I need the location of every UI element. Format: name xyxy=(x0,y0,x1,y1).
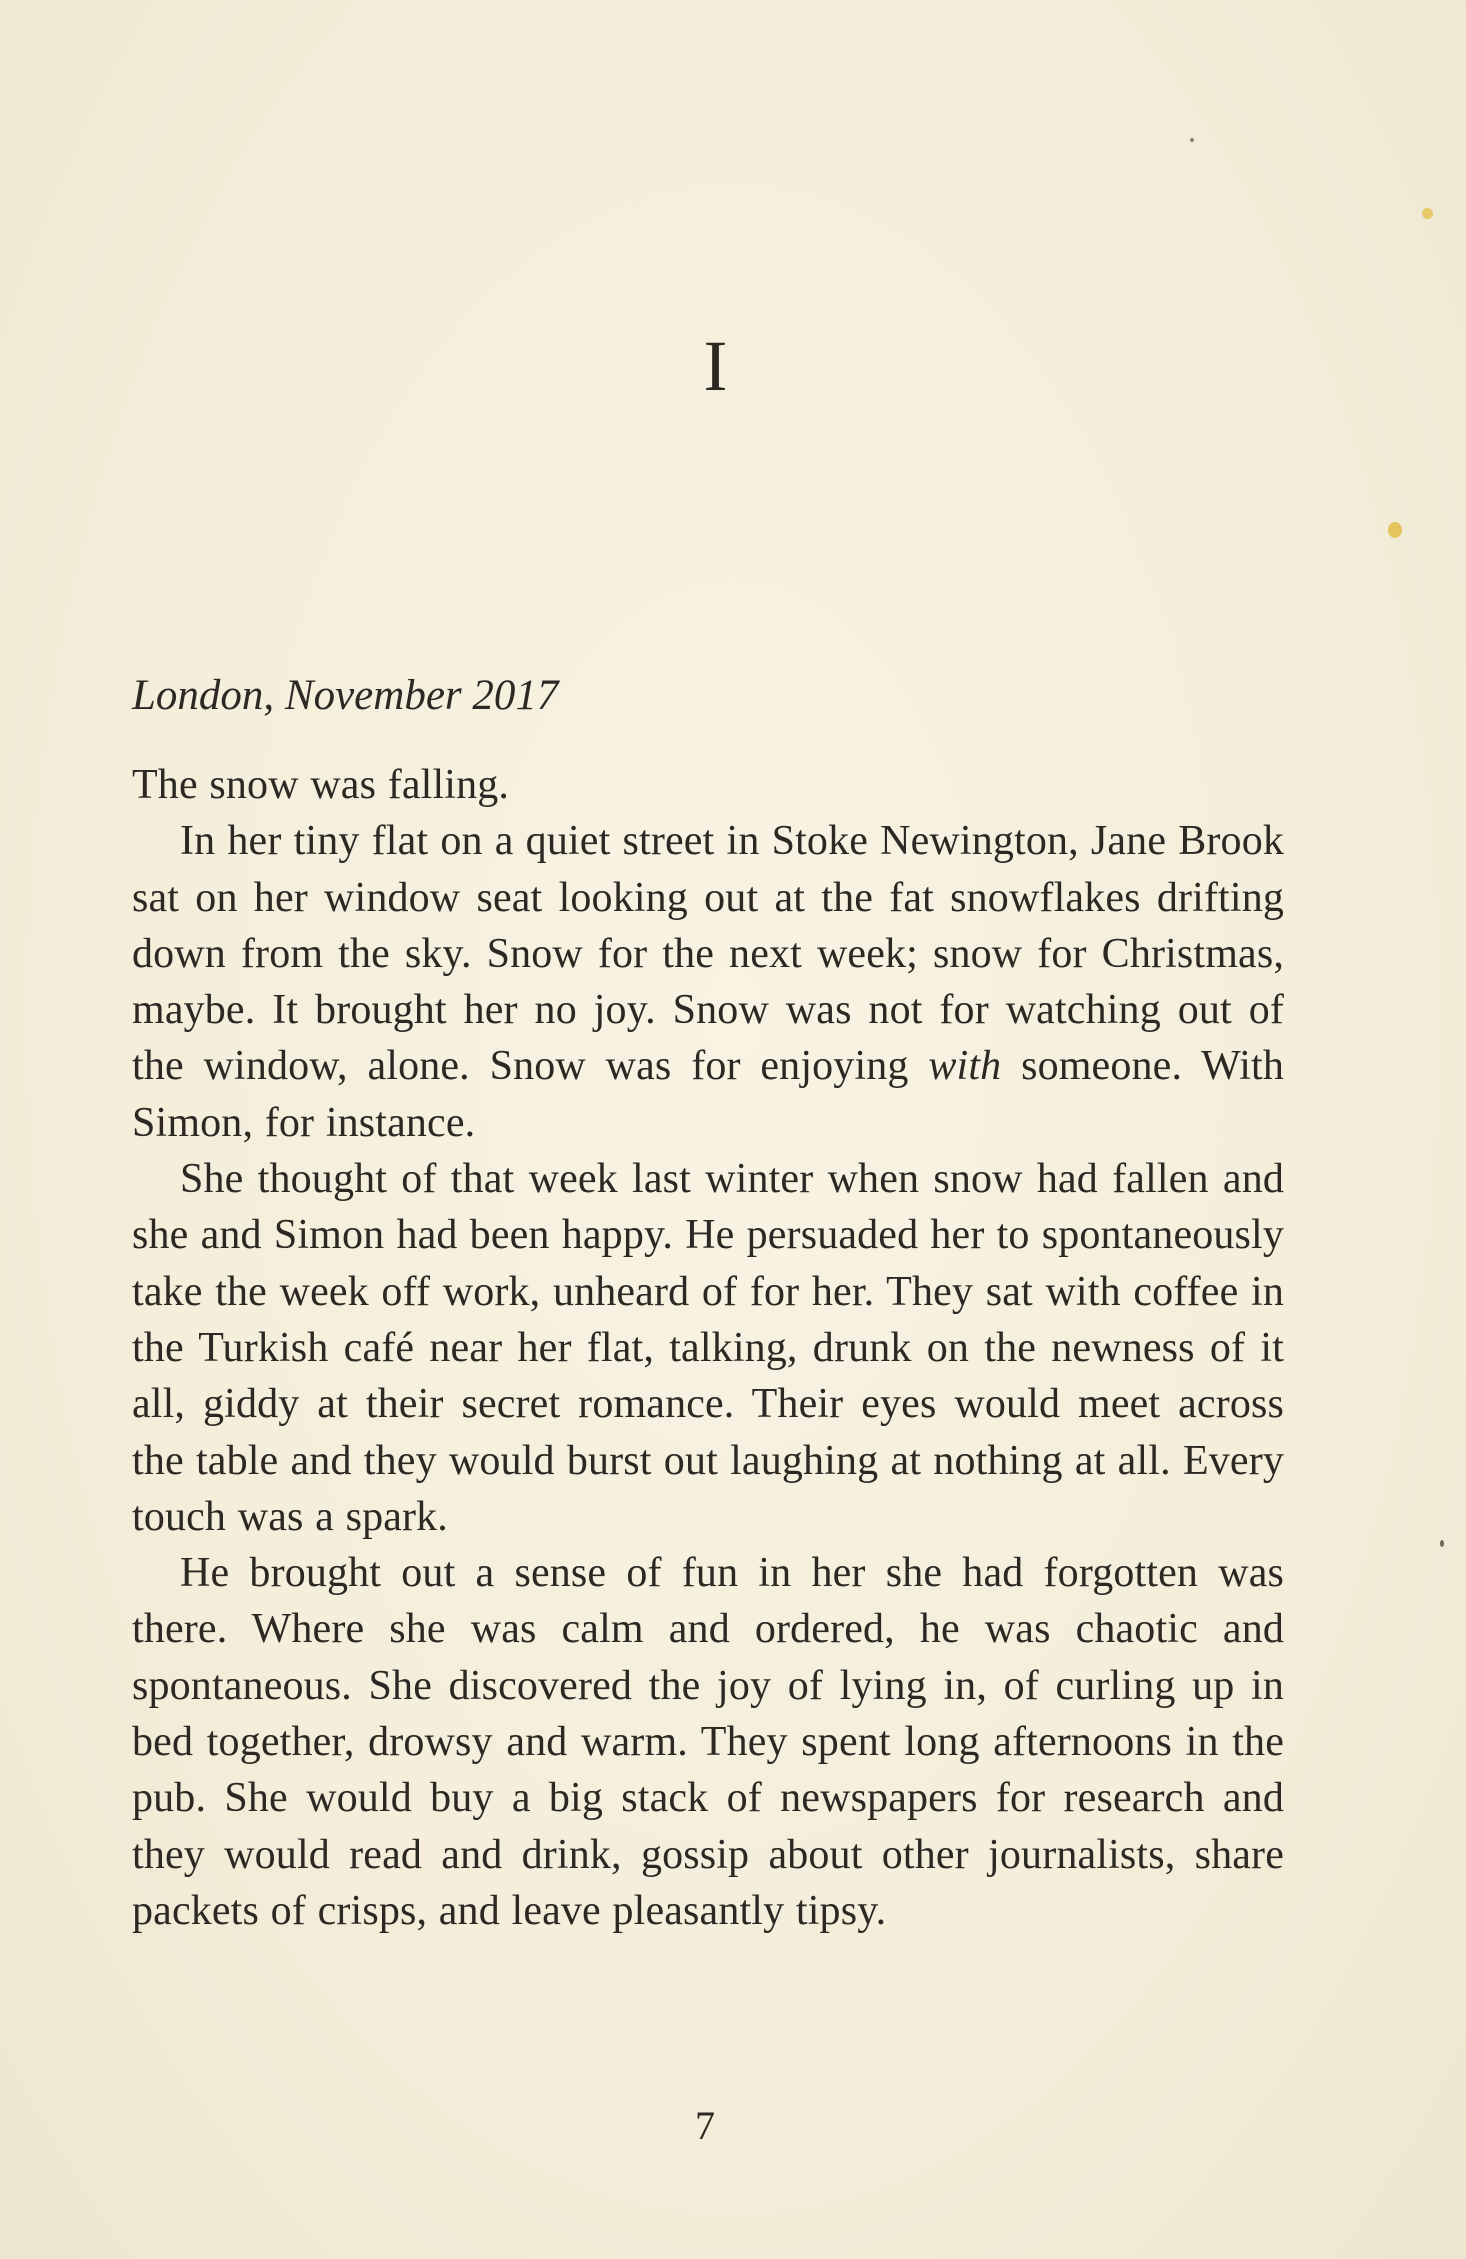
page-number: 7 xyxy=(695,2103,715,2148)
dateline: London, November 2017 xyxy=(132,672,559,719)
paragraph xyxy=(132,1545,1284,1939)
paragraph-text-continued: someone. With Simon, for instance. xyxy=(132,1043,1285,1146)
foxing-spot xyxy=(1388,522,1402,538)
chapter-number: I xyxy=(703,326,729,406)
paragraph-text: In her tiny flat on a quiet street in Stoke Newington, Jane Brook sat on her window seat looking out at the fat snowflakes drifting down from the sky. Snow for the next week; snow for Christmas, maybe. It brought her no joy. Snow was not for watching out of the window, alone. Snow was for enjoying xyxy=(132,818,1284,1090)
foxing-spot xyxy=(1190,138,1194,142)
foxing-spot xyxy=(1440,1540,1444,1547)
paragraph xyxy=(132,1151,1284,1545)
paragraph-text: She thought of that week last winter when snow had fallen and she and Simon had been happy. He persuaded her to spontaneously take the week off work, unheard of for her. They sat with coffee in the Turkish café near her flat, talking, drunk on the newness of it all, giddy at their secret romance. Their eyes would meet across the table and they would burst out laughing at nothing at all. Every touch was a spark. xyxy=(132,1156,1284,1540)
paragraph xyxy=(132,757,1284,813)
paragraph-text: He brought out a sense of fun in her she had forgotten was there. Where she was calm and ordered, he was chaotic and spontaneous. She discovered the joy of lying in, of curling up in bed together, drowsy and warm. They spent long afternoons in the pub. She would buy a big stack of newspapers for research and they would read and drink, gossip about other journalists, share packets of crisps, and leave pleasantly tipsy. xyxy=(132,1550,1284,1934)
body-text xyxy=(132,668,1284,1939)
paragraph xyxy=(132,813,1284,1151)
paragraph-text: The snow was falling. xyxy=(132,762,510,808)
foxing-spot xyxy=(1422,208,1433,219)
emphasized-word: with xyxy=(928,1043,1002,1090)
